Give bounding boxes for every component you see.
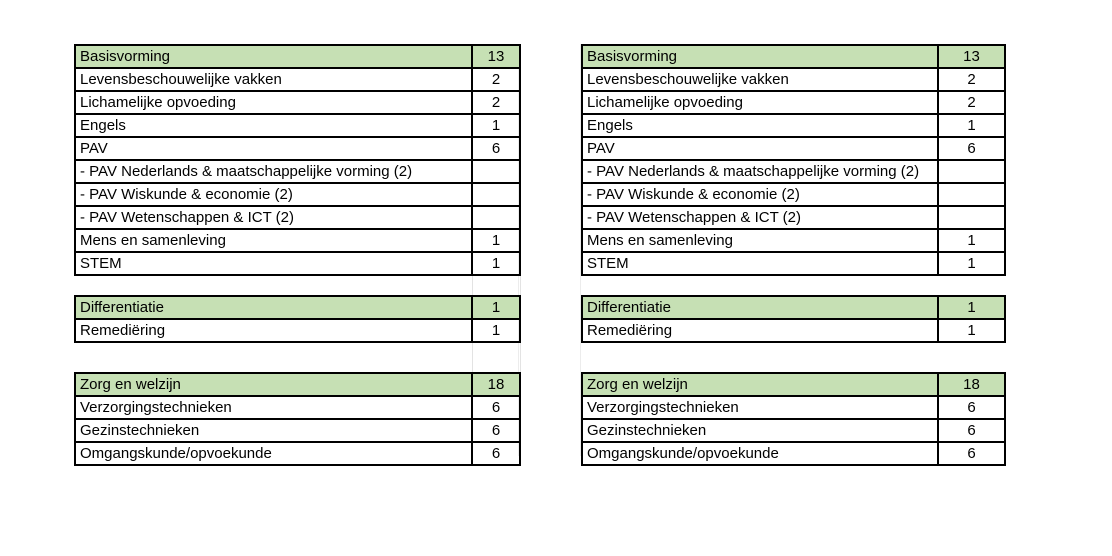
- hours-cell[interactable]: 1: [472, 252, 520, 275]
- table-row: [75, 419, 520, 442]
- section-label[interactable]: Zorg en welzijn: [75, 373, 472, 396]
- subject-cell[interactable]: Remediëring: [582, 319, 938, 342]
- table-row: [75, 183, 520, 206]
- spacer-row: [75, 275, 520, 296]
- hours-cell[interactable]: 6: [472, 442, 520, 465]
- hours-cell[interactable]: 1: [938, 319, 1005, 342]
- table-row: [582, 206, 1005, 229]
- table-row: [582, 419, 1005, 442]
- section-label[interactable]: Basisvorming: [75, 45, 472, 68]
- hours-cell[interactable]: 2: [938, 91, 1005, 114]
- subject-cell[interactable]: STEM: [582, 252, 938, 275]
- hours-table-right: [581, 44, 1006, 466]
- subject-cell[interactable]: Verzorgingstechnieken: [75, 396, 472, 419]
- section-header-differentiatie: [75, 296, 520, 319]
- hours-cell[interactable]: 6: [938, 396, 1005, 419]
- subject-cell[interactable]: - PAV Nederlands & maatschappelijke vorming (2): [582, 160, 938, 183]
- subject-cell[interactable]: Remediëring: [75, 319, 472, 342]
- hours-cell[interactable]: 6: [472, 396, 520, 419]
- subject-cell[interactable]: PAV: [75, 137, 472, 160]
- section-total[interactable]: 13: [472, 45, 520, 68]
- section-label[interactable]: Basisvorming: [582, 45, 938, 68]
- subject-cell[interactable]: Gezinstechnieken: [582, 419, 938, 442]
- hours-cell[interactable]: 1: [472, 319, 520, 342]
- subject-cell[interactable]: - PAV Wiskunde & economie (2): [75, 183, 472, 206]
- section-total[interactable]: 1: [938, 296, 1005, 319]
- table-row: [582, 396, 1005, 419]
- section-label[interactable]: Zorg en welzijn: [582, 373, 938, 396]
- table-row: [582, 160, 1005, 183]
- subject-cell[interactable]: - PAV Wetenschappen & ICT (2): [75, 206, 472, 229]
- section-header-basisvorming: [582, 45, 1005, 68]
- section-total[interactable]: 18: [938, 373, 1005, 396]
- spacer-row: [75, 342, 520, 363]
- table-row: [75, 68, 520, 91]
- subject-cell[interactable]: Mens en samenleving: [582, 229, 938, 252]
- hours-cell[interactable]: [938, 183, 1005, 206]
- section-total[interactable]: 18: [472, 373, 520, 396]
- spreadsheet-gridline: [518, 44, 581, 456]
- subject-cell[interactable]: Verzorgingstechnieken: [582, 396, 938, 419]
- subject-cell[interactable]: Levensbeschouwelijke vakken: [582, 68, 938, 91]
- hours-cell[interactable]: 2: [938, 68, 1005, 91]
- table-row: [75, 206, 520, 229]
- hours-table-left: [74, 44, 521, 466]
- hours-cell[interactable]: 2: [472, 91, 520, 114]
- subject-cell[interactable]: Gezinstechnieken: [75, 419, 472, 442]
- section-total[interactable]: 13: [938, 45, 1005, 68]
- table-row: [75, 160, 520, 183]
- table-row: [582, 91, 1005, 114]
- spacer-row: [582, 363, 1005, 373]
- subject-cell[interactable]: Levensbeschouwelijke vakken: [75, 68, 472, 91]
- hours-cell[interactable]: 6: [938, 442, 1005, 465]
- hours-cell[interactable]: [938, 160, 1005, 183]
- section-label[interactable]: Differentiatie: [582, 296, 938, 319]
- table-row: [75, 91, 520, 114]
- hours-cell[interactable]: 6: [938, 419, 1005, 442]
- section-header-zorg-en-welzijn: [75, 373, 520, 396]
- table-row: [75, 442, 520, 465]
- section-header-zorg-en-welzijn: [582, 373, 1005, 396]
- subject-cell[interactable]: Mens en samenleving: [75, 229, 472, 252]
- table-row: [582, 114, 1005, 137]
- hours-cell[interactable]: 6: [472, 419, 520, 442]
- section-header-differentiatie: [582, 296, 1005, 319]
- subject-cell[interactable]: - PAV Nederlands & maatschappelijke vorming (2): [75, 160, 472, 183]
- table-row: [582, 442, 1005, 465]
- section-total[interactable]: 1: [472, 296, 520, 319]
- section-header-basisvorming: [75, 45, 520, 68]
- section-label[interactable]: Differentiatie: [75, 296, 472, 319]
- hours-cell[interactable]: 6: [472, 137, 520, 160]
- subject-cell[interactable]: - PAV Wetenschappen & ICT (2): [582, 206, 938, 229]
- table-row: [582, 68, 1005, 91]
- hours-cell[interactable]: 1: [938, 229, 1005, 252]
- table-row: [75, 319, 520, 342]
- subject-cell[interactable]: Omgangskunde/opvoekunde: [582, 442, 938, 465]
- spacer-row: [582, 275, 1005, 296]
- subject-cell[interactable]: Lichamelijke opvoeding: [75, 91, 472, 114]
- table-row: [582, 137, 1005, 160]
- hours-cell[interactable]: [472, 160, 520, 183]
- table-row: [582, 319, 1005, 342]
- subject-cell[interactable]: PAV: [582, 137, 938, 160]
- subject-cell[interactable]: Engels: [75, 114, 472, 137]
- subject-cell[interactable]: - PAV Wiskunde & economie (2): [582, 183, 938, 206]
- hours-cell[interactable]: 1: [938, 114, 1005, 137]
- subject-cell[interactable]: Engels: [582, 114, 938, 137]
- hours-cell[interactable]: [938, 206, 1005, 229]
- table-row: [582, 229, 1005, 252]
- table-row: [75, 137, 520, 160]
- hours-cell[interactable]: 1: [472, 229, 520, 252]
- hours-cell[interactable]: 2: [472, 68, 520, 91]
- spacer-row: [582, 342, 1005, 363]
- table-row: [75, 114, 520, 137]
- hours-cell[interactable]: 6: [938, 137, 1005, 160]
- table-row: [75, 252, 520, 275]
- hours-cell[interactable]: 1: [938, 252, 1005, 275]
- hours-cell[interactable]: 1: [472, 114, 520, 137]
- spacer-row: [75, 363, 520, 373]
- table-row: [75, 396, 520, 419]
- hours-cell[interactable]: [472, 183, 520, 206]
- table-row: [582, 252, 1005, 275]
- subject-cell[interactable]: STEM: [75, 252, 472, 275]
- subject-cell[interactable]: Lichamelijke opvoeding: [582, 91, 938, 114]
- subject-cell[interactable]: Omgangskunde/opvoekunde: [75, 442, 472, 465]
- table-row: [75, 229, 520, 252]
- table-row: [582, 183, 1005, 206]
- hours-cell[interactable]: [472, 206, 520, 229]
